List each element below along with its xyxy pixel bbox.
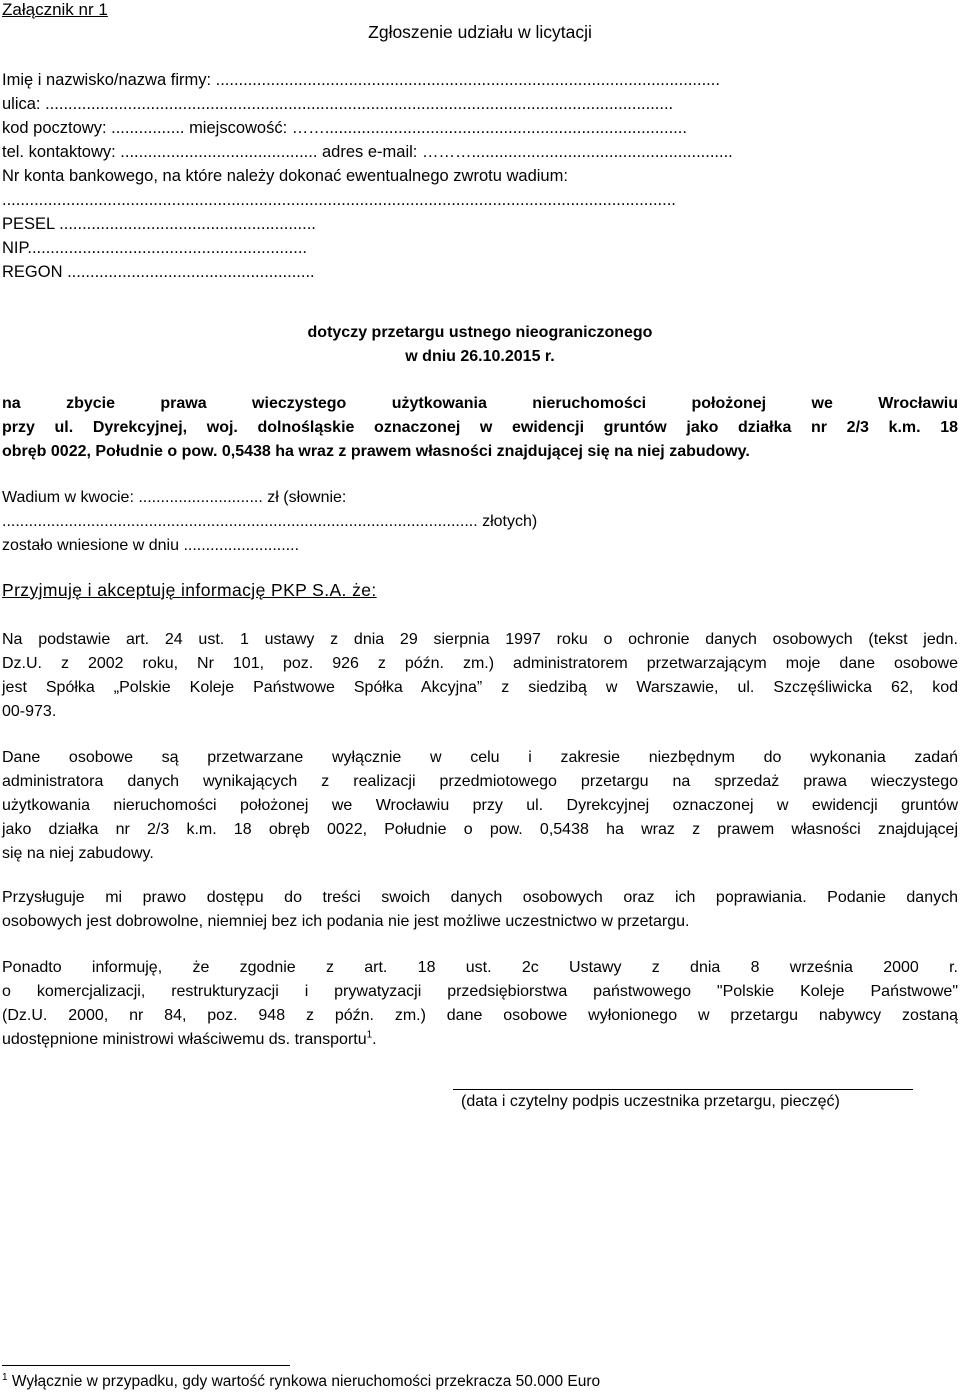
acceptance-heading: Przyjmuję i akceptuję informację PKP S.A. że: [2, 580, 377, 600]
paragraph-line: (Dz.U. 2000, nr 84, poz. 948 z późn. zm.) dane osobowe wyłonionego w przetargu nabywcy zostaną [2, 1007, 958, 1024]
regon-field-line: REGON ...................................................... [2, 263, 315, 281]
deposit-amount-line: Wadium w kwocie: ............................ zł (słownie: [2, 489, 347, 506]
paragraph-line: Ponadto informuję, że zgodnie z art. 18 ust. 2c Ustawy z dnia 8 września 2000 r. [2, 959, 958, 976]
paragraph-line: Dz.U. z 2002 roku, Nr 101, poz. 926 z późn. zm.) administratorem przetwarzającym moje dane osobowe [2, 655, 958, 672]
deposit-words-line: ........................................................................................................... złotych) [2, 513, 538, 530]
pesel-field-line: PESEL ........................................................ [2, 215, 316, 233]
paragraph-data-controller [2, 628, 958, 724]
paragraph-access-rights [2, 886, 958, 934]
paragraph-line: o komercjalizacji, restrukturyzacji i prywatyzacji przedsiębiorstwa państwowego "Polskie Koleje Państwowe" [2, 983, 958, 1000]
footnote-text: Wyłącznie w przypadku, gdy wartość rynkowa nieruchomości przekracza 50.000 Euro [7, 1373, 601, 1390]
paragraph-line: administratora danych wynikających z realizacji przedmiotowego przetargu na sprzedaż prawa wieczystego [2, 773, 958, 790]
paragraph-line: się na niej zabudowy. [2, 845, 154, 862]
paragraph-disclosure [2, 956, 958, 1052]
paragraph-line: Przysługuje mi prawo dostępu do treści swoich danych osobowych oraz ich poprawiania. Podanie danych [2, 889, 958, 906]
paragraph-line: Na podstawie art. 24 ust. 1 ustawy z dnia 29 sierpnia 1997 roku o ochronie danych osobowych (tekst jedn. [2, 631, 958, 648]
auction-date: w dniu 26.10.2015 r. [405, 348, 555, 365]
bank-account-label: Nr konta bankowego, na które należy dokonać ewentualnego zwrotu wadium: [2, 167, 568, 185]
paragraph-line: Dane osobowe są przetwarzane wyłącznie w celu i zakresie niezbędnym do wykonania zadań [2, 749, 958, 766]
footnote-reference: 1 [366, 1029, 373, 1041]
nip-field-line: NIP............................................................. [2, 239, 308, 257]
postal-city-field-line: kod pocztowy: ................ miejscowość: ……............................................................................... [2, 119, 687, 137]
paragraph-line-text: udostępnione ministrowi właściwemu ds. transportu [2, 1031, 367, 1048]
phone-email-field-line: tel. kontaktowy: ........................................... adres e-mail: ………......................................................... [2, 143, 733, 161]
footnote [2, 1373, 600, 1391]
signature-caption: (data i czytelny podpis uczestnika przetargu, pieczęć) [461, 1093, 840, 1110]
footnote-separator [2, 1365, 290, 1366]
subject-line: obręb 0022, Południe o pow. 0,5438 ha wraz z prawem własności znajdującej się na niej zabudowy. [2, 443, 750, 460]
street-field-line: ulica: ......................................................................................................................................... [2, 95, 674, 113]
form-title: Zgłoszenie udziału w licytacji [368, 22, 592, 42]
paragraph-line: jest Spółka „Polskie Koleje Państwowe Spółka Akcyjna” z siedzibą w Warszawie, ul. Szczęśliwicka 62, kod [2, 679, 958, 696]
bank-account-field-line: ................................................................................................................................................... [2, 191, 676, 209]
paragraph-line: osobowych jest dobrowolne, niemniej bez ich podania nie jest możliwe uczestnictwo w przetargu. [2, 913, 690, 930]
subject-line: na zbycie prawa wieczystego użytkowania nieruchomości położonej we Wrocławiu [2, 395, 958, 412]
paragraph-last-line [2, 1028, 958, 1052]
paragraph-line: użytkowania nieruchomości położonej we Wrocławiu przy ul. Dyrekcyjnej oznaczonej w ewidencji gruntów [2, 797, 958, 814]
name-field-line: Imię i nazwisko/nazwa firmy: .............................................................................................................. [2, 71, 720, 89]
paragraph-processing-purpose [2, 746, 958, 866]
auction-subject [2, 392, 958, 464]
paragraph-end-punctuation: . [372, 1031, 377, 1048]
paragraph-line: jako działka nr 2/3 k.m. 18 obręb 0022, Południe o pow. 0,5438 ha wraz z prawem własności znajdującej [2, 821, 958, 838]
auction-type: dotyczy przetargu ustnego nieograniczonego [307, 324, 653, 341]
subject-line: przy ul. Dyrekcyjnej, woj. dolnośląskie oznaczonej w ewidencji gruntów jako działka nr 2/3 k.m. 18 [2, 419, 958, 436]
deposit-date-line: zostało wniesione w dniu .......................... [2, 537, 300, 554]
paragraph-line: 00-973. [2, 703, 57, 720]
signature-line [453, 1089, 913, 1090]
annex-label: Załącznik nr 1 [2, 0, 108, 19]
footnote-mark: 1 [2, 1371, 8, 1383]
